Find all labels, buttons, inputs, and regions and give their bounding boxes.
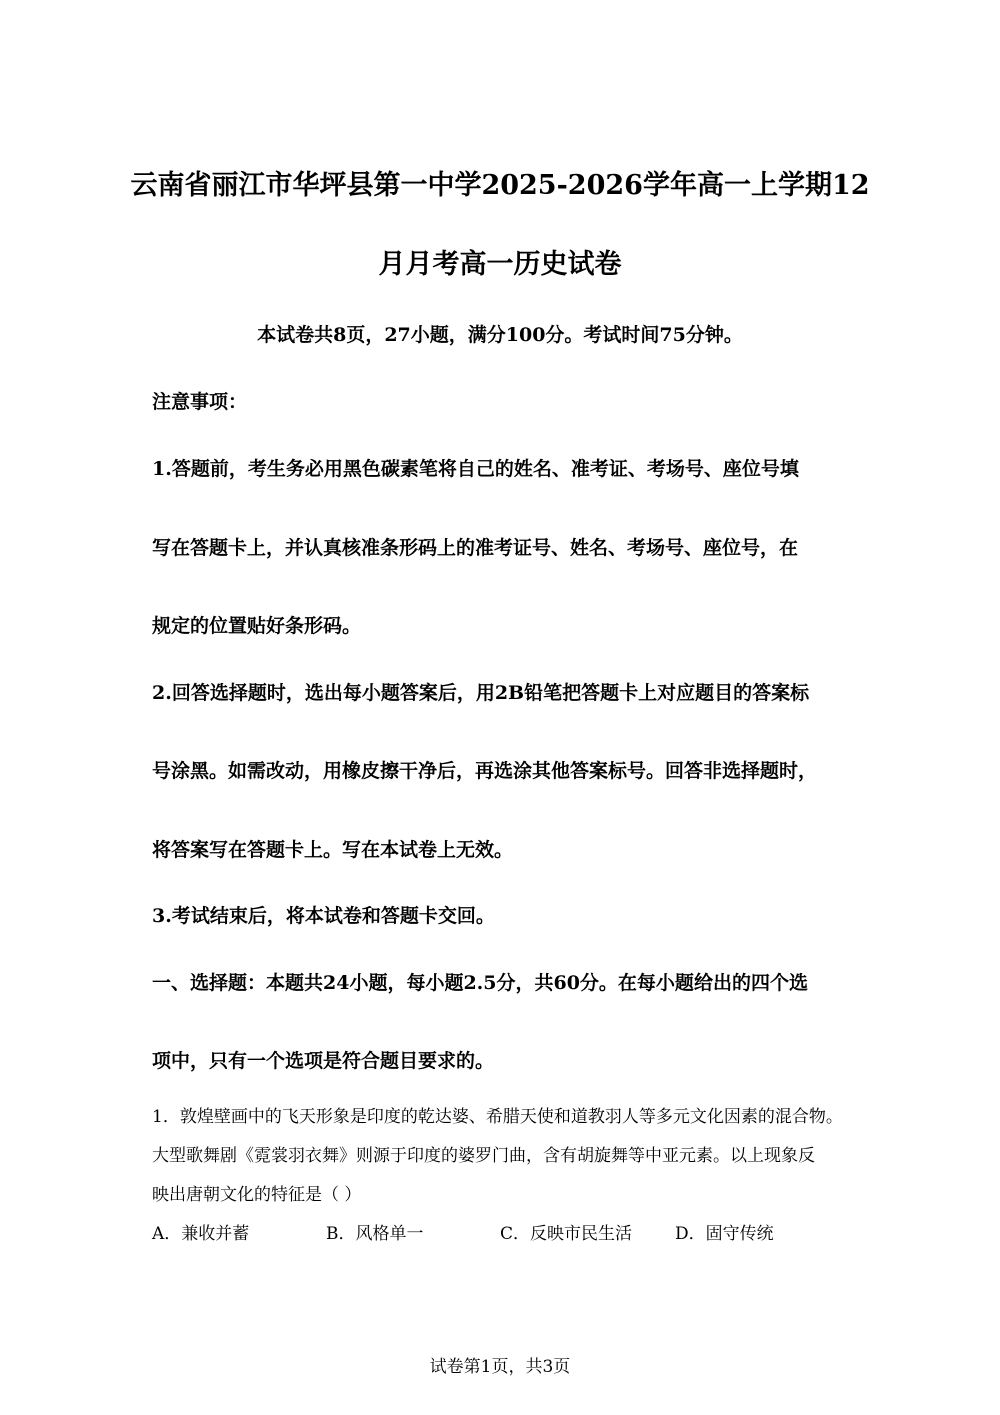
notice-heading: 注意事项： xyxy=(152,391,248,413)
notice-line: 1.答题前，考生务必用黑色碳素笔将自己的姓名、准考证、考场号、座位号填 xyxy=(152,458,799,480)
question-1-option-d: D．固守传统 xyxy=(675,1224,774,1244)
question-1-option-c: C．反映市民生活 xyxy=(500,1224,633,1244)
notice-line: 3.考试结束后，将本试卷和答题卡交回。 xyxy=(152,905,495,927)
exam-info: 本试卷共8页，27小题，满分100分。考试时间75分钟。 xyxy=(257,324,743,346)
exam-title-line-1: 云南省丽江市华坪县第一中学2025-2026学年高一上学期12 xyxy=(130,170,870,201)
page-footer: 试卷第1页，共3页 xyxy=(429,1357,571,1377)
question-1-option-b: B．风格单一 xyxy=(326,1224,424,1244)
question-1-stem-line: 大型歌舞剧《霓裳羽衣舞》则源于印度的婆罗门曲，含有胡旋舞等中亚元素。以上现象反 xyxy=(152,1146,815,1166)
question-1-option-a: A．兼收并蓄 xyxy=(152,1224,250,1244)
notice-line: 规定的位置贴好条形码。 xyxy=(152,615,362,637)
question-1-stem-line: 1．敦煌壁画中的飞天形象是印度的乾达婆、希腊天使和道教羽人等多元文化因素的混合物。 xyxy=(152,1107,843,1127)
notice-line: 号涂黑。如需改动，用橡皮擦干净后，再选涂其他答案标号。回答非选择题时， xyxy=(152,760,818,782)
notice-line: 写在答题卡上，并认真核准条形码上的准考证号、姓名、考场号、座位号，在 xyxy=(152,537,799,559)
exam-title-line-2: 月月考高一历史试卷 xyxy=(378,249,622,280)
section-heading-line: 项中，只有一个选项是符合题目要求的。 xyxy=(152,1050,495,1072)
notice-line: 2.回答选择题时，选出每小题答案后，用2B铅笔把答题卡上对应题目的答案标 xyxy=(152,682,810,704)
question-1-stem-line: 映出唐朝文化的特征是（ ） xyxy=(152,1185,362,1205)
section-heading-line: 一、选择题：本题共24小题，每小题2.5分，共60分。在每小题给出的四个选 xyxy=(152,972,808,994)
notice-line: 将答案写在答题卡上。写在本试卷上无效。 xyxy=(152,839,514,861)
